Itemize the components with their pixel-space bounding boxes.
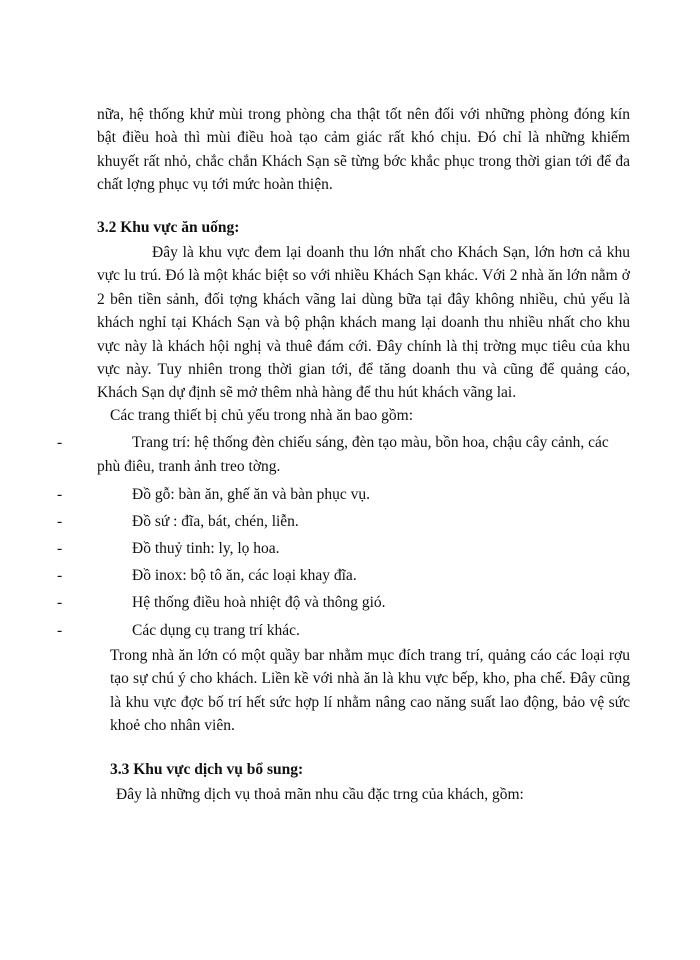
list-item: Các dụng cụ trang trí khác. — [132, 622, 300, 639]
list-bullet-dash: - — [57, 540, 63, 557]
equipment-list-intro: Các trang thiết bị chủ yếu trong nhà ăn bao gồm: — [110, 407, 414, 424]
list-item-continuation: phù điêu, tranh ảnh treo tờng. — [97, 458, 281, 475]
list-bullet-dash: - — [57, 594, 63, 611]
list-bullet-dash: - — [57, 513, 63, 530]
list-item: Đồ sứ : đĩa, bát, chén, liễn. — [132, 513, 299, 530]
list-bullet-dash: - — [57, 622, 63, 639]
list-bullet-dash: - — [57, 486, 63, 503]
list-item: Đồ thuỷ tinh: ly, lọ hoa. — [132, 540, 280, 557]
list-item: Trang trí: hệ thống đèn chiếu sáng, đèn tạo màu, bồn hoa, chậu cây cảnh, các — [132, 434, 609, 451]
list-item: Hệ thống điều hoà nhiệt độ và thông gió. — [132, 594, 386, 611]
section-3-2-heading: 3.2 Khu vực ăn uống: — [97, 219, 240, 236]
list-item: Đồ gỗ: bàn ăn, ghế ăn và bàn phục vụ. — [132, 486, 371, 503]
section-3-2-paragraph-1: Đây là khu vực đem lại doanh thu lớn nhất cho Khách Sạn, lớn hơn cả khu vực lu trú. Đó là một khác biệt so với nhiều Khách Sạn khác. Với 2 nhà ăn lớn nằm ở 2 bên tiền sảnh, đối tợng khách vãng lai dùng bữa tại đây không nhiều, chủ yếu là khách nghỉ tại Khách Sạn và bộ phận khách mang lại doanh thu nhiều nhất cho khu vực này là khách hội nghị và thuê đám cới. Đây chính là thị trờng mục tiêu của khu vực này. Tuy nhiên trong thời gian tới, để tăng doanh thu và cũng để quảng cáo, Khách Sạn dự định sẽ mở thêm nhà hàng để thu hút khách vãng lai. — [97, 244, 630, 402]
list-bullet-dash: - — [57, 434, 63, 451]
section-3-3-paragraph-1: Đây là những dịch vụ thoả mãn nhu cầu đặc trng của khách, gồm: — [116, 786, 524, 803]
list-item: Đồ inox: bộ tô ăn, các loại khay đĩa. — [132, 567, 357, 584]
list-bullet-dash: - — [57, 567, 63, 584]
section-3-2-paragraph-2: Trong nhà ăn lớn có một quầy bar nhằm mục đích trang trí, quảng cáo các loại rợu tạo sự chú ý cho khách. Liền kề với nhà ăn là khu vực bếp, kho, pha chế. Đây cũng là khu vực đợc bố trí hết sức hợp lí nhằm nâng cao năng suất lao động, bảo vệ sức khoẻ cho nhân viên. — [110, 647, 630, 735]
section-3-3-heading: 3.3 Khu vực dịch vụ bổ sung: — [110, 761, 304, 778]
intro-paragraph: nữa, hệ thống khử mùi trong phòng cha thật tốt nên đối với những phòng đóng kín bật điều hoà thì mùi điều hoà tạo cảm giác rất khó chịu. Đó chỉ là những khiếm khuyết rất nhỏ, chắc chắn Khách Sạn sẽ từng bớc khắc phục trong thời gian tới để đa chất lợng phục vụ tới mức hoàn thiện. — [97, 106, 630, 194]
